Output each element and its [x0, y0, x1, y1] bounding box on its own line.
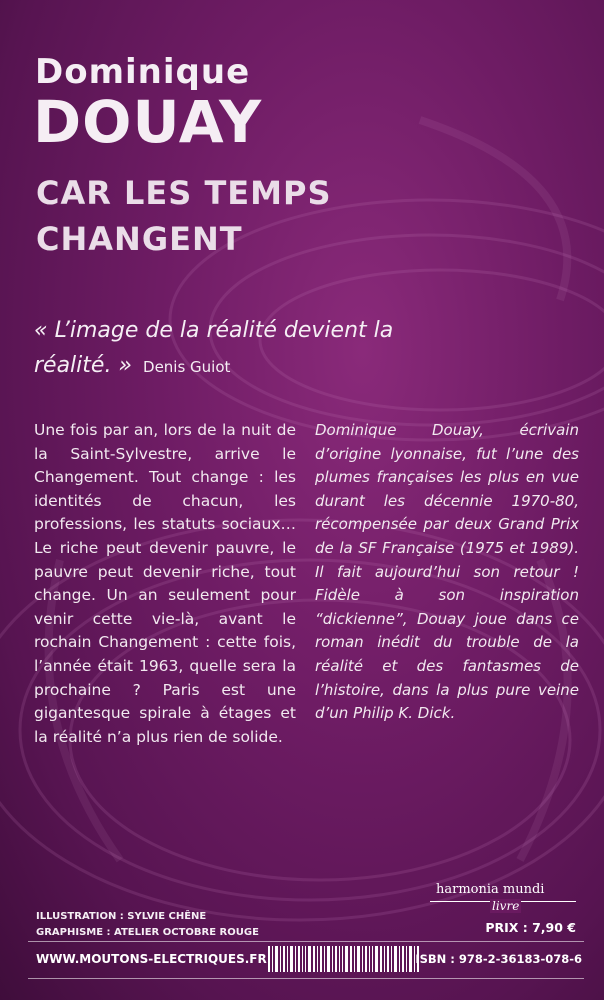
blurb-author-bio: Dominique Douay, écrivain d’origine lyonnaise, fut l’une des plumes françaises les plus en vue durant les décennie 1970-80, récompensée par deux Grand Prix de la SF Française (1975 et 1989). Il fait aujourd’hui son retour ! Fidèle à son inspiration “dickienne”, Douay joue dans ce roman inédit du trouble de la réalité et des fantasmes de l’histoire, dans la plus pure veine d’un Philip K. Dick. — [315, 421, 579, 723]
credit-illustration-value: SYLVIE CHÊNE — [127, 911, 207, 922]
publisher-logo — [430, 882, 578, 922]
isbn: ISBN : 978-2-36183-078-6 — [415, 952, 582, 966]
quote-author: Denis Guiot — [143, 358, 231, 376]
credit-graphisme — [36, 925, 259, 941]
credit-illustration — [36, 909, 259, 925]
book-title-line-1: CAR LES TEMPS — [36, 174, 332, 212]
credit-illustration-label: ILLUSTRATION : — [36, 911, 124, 922]
book-title — [36, 170, 356, 262]
publisher-logo-sub: livre — [492, 899, 520, 913]
epigraph-quote — [34, 313, 454, 385]
author-first-name: Dominique — [35, 52, 251, 92]
barcode-graphic — [268, 946, 420, 972]
quote-text: « L’image de la réalité devient la réalité. » — [34, 318, 394, 378]
author-last-name: DOUAY — [33, 88, 263, 156]
price: PRIX : 7,90 € — [485, 920, 576, 935]
book-title-line-2: CHANGENT — [36, 220, 243, 258]
credit-graphisme-value: ATELIER OCTOBRE ROUGE — [114, 927, 259, 938]
blurb-synopsis: Une fois par an, lors de la nuit de la Saint-Sylvestre, arrive le Changement. Tout change : les identités de chacun, les professions, les statuts sociaux… Le riche peut devenir pauvre, le pauvre peut devenir riche, tout change. Un an seulement pour venir cette vie-là, avant le rochain Changement : cette fois, l’année était 1963, quelle sera la prochaine ? Paris est une gigantesque spirale à étages et la réalité n’a plus rien de solide. — [34, 421, 296, 746]
footer-bar — [28, 941, 584, 979]
website-link[interactable]: WWW.MOUTONS-ELECTRIQUES.FR — [36, 952, 267, 966]
credit-graphisme-label: GRAPHISME : — [36, 927, 111, 938]
credits — [36, 909, 259, 941]
publisher-logo-name: harmonia mundi — [436, 882, 545, 897]
